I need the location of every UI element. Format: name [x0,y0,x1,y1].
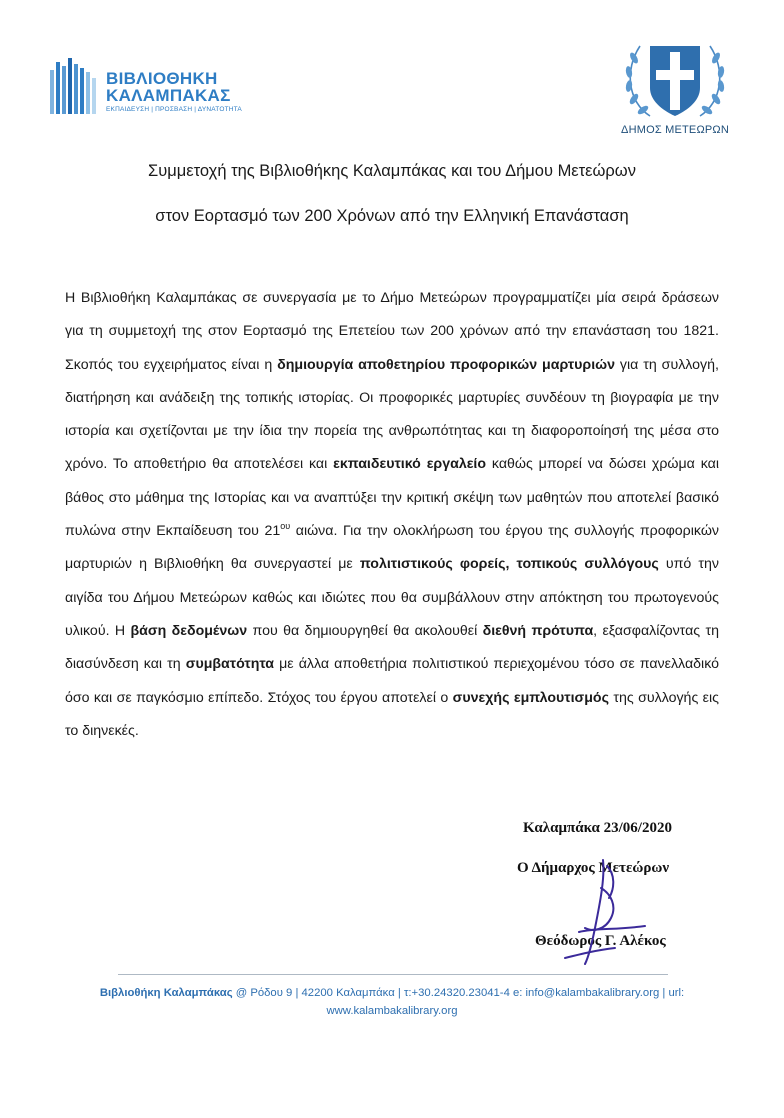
handwritten-signature [545,858,665,968]
body-bold-segment: συμβατότητα [185,656,275,673]
greek-coat-of-arms-icon [620,28,730,128]
body-text-segment: υπό την αιγίδα του Δήμου Μετεώρων καθώς και ιδιώτες που θα συμβάλλουν στην απόκτηση του πρωτογενούς υλικού. Η [65,556,719,639]
body-text-segment: με άλλα αποθετήρια πολιτιστικού περιεχομένου τόσο σε πανελλαδικό όσο και σε παγκόσμιο επίπεδο. Στόχος του έργου αποτελεί ο [65,656,720,706]
library-name-line2: ΚΑΛΑΜΠΑΚΑΣ [106,86,231,105]
body-text-segment: που θα δημιουργηθεί θα ακολουθεί [247,622,483,639]
signatory-role: Ο Δήμαρχος Μετεώρων [517,860,670,876]
book-spines-icon [48,58,100,114]
body-bold-segment: διεθνή πρότυπα [482,622,594,639]
body-bold-segment: βάση δεδομένων [130,622,248,639]
footer-website-link[interactable]: www.kalambakalibrary.org [326,1005,458,1017]
place-and-date: Καλαμπάκα 23/06/2020 [523,820,672,836]
ordinal-suffix: ου [280,521,291,532]
footer-divider [118,974,668,975]
body-text-segment: , εξασφαλίζοντας τη διασύνδεση και τη [65,622,719,673]
body-text-segment: αιώνα. Για την ολοκλήρωση του έργου της συλλογής προφορικών μαρτυριών η Βιβλιοθήκη θα συνεργαστεί με [65,523,719,573]
footer-contact-details: @ Ρόδου 9 | 42200 Καλαμπάκα | τ:+30.24320.23041-4 e: info@kalambakalibrary.org | url: [232,987,685,999]
library-name-line1: ΒΙΒΛΙΟΘΗΚΗ [106,69,218,88]
footer-contact-line [0,987,784,999]
footer-org-name: Βιβλιοθήκη Καλαμπάκας [99,987,233,999]
municipality-caption: ΔΗΜΟΣ ΜΕΤΕΩΡΩΝ [621,124,729,136]
body-text-segment: Η Βιβλιοθήκη Καλαμπάκας σε συνεργασία με το Δήμο Μετεώρων προγραμματίζει μία σειρά δράσεων για τη συμμετοχή της στον Εορτασμό της Επετείου των 200 χρόνων από την επανάσταση του 1821. Σκοπός του εγχειρήματος είναι η [65,290,719,373]
body-text-segment: της συλλογής εις το διηνεκές. [65,689,719,739]
library-logo [48,58,242,118]
body-bold-segment: συνεχής εμπλουτισμός [452,689,609,706]
body-text-segment: καθώς μπορεί να δώσει χρώμα και βάθος στο μάθημα της Ιστορίας και να αναπτύξει την κριτική σκέψη των μαθητών που αποτελεί βασικό πυλώνα στην Εκπαίδευση του 21 [65,456,720,540]
document-title-line2: στον Εορτασμό των 200 Χρόνων από την Ελληνική Επανάσταση [155,207,629,225]
signatory-name: Θεόδωρος Γ. Αλέκος [535,933,666,949]
body-paragraph [65,282,719,748]
body-bold-segment: εκπαιδευτικό εργαλείο [333,456,487,473]
library-tagline: ΕΚΠΑΙΔΕΥΣΗ | ΠΡΟΣΒΑΣΗ | ΔΥΝΑΤΟΤΗΤΑ [106,106,242,113]
body-text-segment: για τη συλλογή, διατήρηση και ανάδειξη της τοπικής ιστορίας. Οι προφορικές μαρτυρίες συνδέουν τη βιογραφία με την ιστορία και σχετίζονται με την ίδια την πορεία της ανθρωπότητας και τη διαφοροποίησή της μέσα στο χρόνο. Το αποθετήριο θα αποτελέσει και [65,356,719,473]
body-bold-segment: δημιουργία αποθετηρίου προφορικών μαρτυριών [277,356,616,373]
document-title-line1: Συμμετοχή της Βιβλιοθήκης Καλαμπάκας και του Δήμου Μετεώρων [148,162,636,180]
body-bold-segment: πολιτιστικούς φορείς, τοπικούς συλλόγους [359,556,659,573]
